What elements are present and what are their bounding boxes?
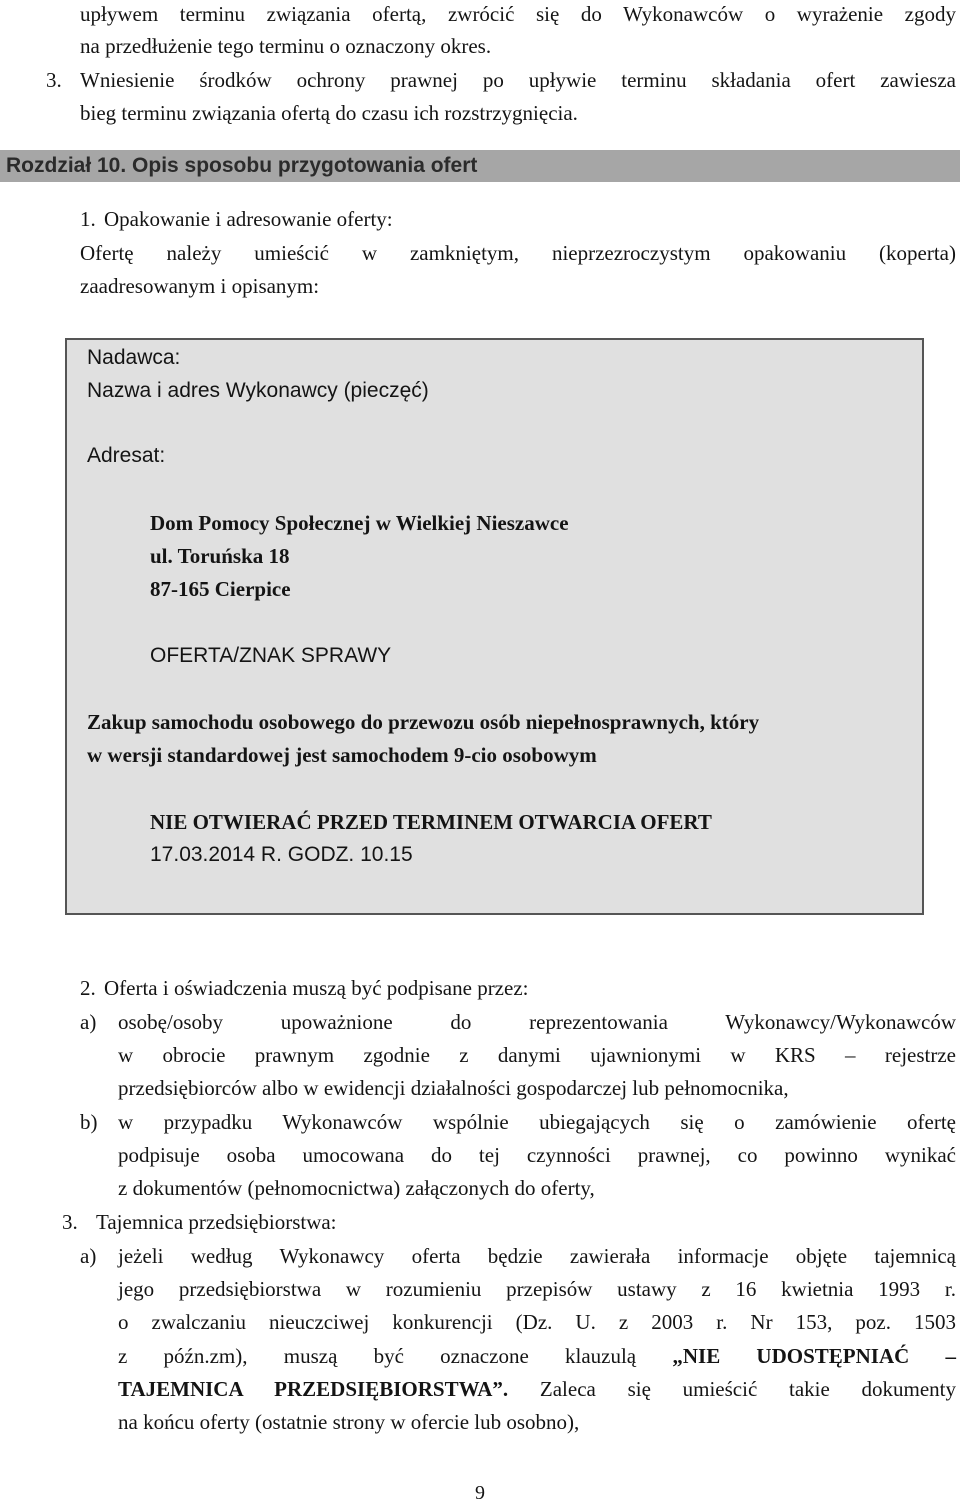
text-run: z późn.zm), muszą być oznaczone klauzulą	[118, 1344, 637, 1368]
do-not-open-warning: NIE OTWIERAĆ PRZED TERMINEM OTWARCIA OFERT	[150, 810, 712, 834]
paragraph-line: zaadresowanym i opisanym:	[80, 274, 320, 298]
section-title: Tajemnica przedsiębiorstwa:	[96, 1210, 337, 1234]
recipient-name: Dom Pomocy Społecznej w Wielkiej Nieszawce	[150, 511, 569, 535]
paragraph-line: podpisuje osoba umocowana do tej czynności prawnej, co powinno wynikać	[118, 1143, 956, 1167]
paragraph-line: w przypadku Wykonawców wspólnie ubiegających się o zamówienie ofertę	[118, 1110, 956, 1134]
recipient-city: 87-165 Cierpice	[150, 577, 291, 601]
paragraph-line	[118, 1375, 956, 1403]
paragraph-line: z dokumentów (pełnomocnictwa) załączonych do oferty,	[118, 1176, 595, 1200]
section-title: Opakowanie i adresowanie oferty:	[104, 207, 393, 231]
paragraph-line: w obrocie prawnym zgodnie z danymi ujawnionymi w KRS – rejestrze	[118, 1043, 956, 1067]
paragraph-line: jego przedsiębiorstwa w rozumieniu przepisów ustawy z 16 kwietnia 1993 r.	[118, 1277, 956, 1301]
opening-date-time: 17.03.2014 R. GODZ. 10.15	[150, 843, 413, 866]
list-letter: b)	[80, 1110, 98, 1134]
offer-case-number: OFERTA/ZNAK SPRAWY	[150, 644, 392, 667]
sender-label: Nadawca:	[87, 346, 181, 369]
subject-line: Zakup samochodu osobowego do przewozu osób niepełnosprawnych, który	[87, 710, 760, 734]
section-title: Oferta i oświadczenia muszą być podpisane przez:	[104, 976, 529, 1000]
chapter-heading-bar	[0, 150, 960, 182]
list-number: 1.	[80, 207, 96, 231]
page-number: 9	[475, 1482, 485, 1504]
text-run: Zaleca się umieścić takie dokumenty	[539, 1377, 957, 1401]
confidentiality-clause: TAJEMNICA PRZEDSIĘBIORSTWA”.	[118, 1377, 509, 1401]
paragraph-line: o zwalczaniu nieuczciwej konkurencji (Dz. U. z 2003 r. Nr 153, poz. 1503	[118, 1310, 956, 1334]
chapter-heading: Rozdział 10. Opis sposobu przygotowania ofert	[6, 154, 478, 177]
list-number: 2.	[80, 976, 96, 1000]
paragraph-line: osobę/osoby upoważnione do reprezentowania Wykonawcy/Wykonawców	[118, 1010, 956, 1034]
envelope-label-box	[65, 338, 924, 915]
confidentiality-clause: „NIE UDOSTĘPNIAĆ –	[672, 1344, 957, 1368]
paragraph-line: przedsiębiorców albo w ewidencji działalności gospodarczej lub pełnomocnika,	[118, 1076, 789, 1100]
list-letter: a)	[80, 1244, 97, 1268]
paragraph-line: jeżeli według Wykonawcy oferta będzie zawierała informacje objęte tajemnicą	[118, 1244, 956, 1268]
sender-value: Nazwa i adres Wykonawcy (pieczęć)	[87, 379, 429, 402]
paragraph-line: Ofertę należy umieścić w zamkniętym, nieprzezroczystym opakowaniu (koperta)	[80, 241, 956, 265]
recipient-label: Adresat:	[87, 444, 166, 467]
paragraph-line	[118, 1342, 956, 1370]
paragraph-line: na końcu oferty (ostatnie strony w ofercie lub osobno),	[118, 1410, 580, 1434]
paragraph-line: na przedłużenie tego terminu o oznaczony okres.	[80, 34, 492, 58]
list-number: 3.	[46, 68, 62, 92]
paragraph-line: bieg terminu związania ofertą do czasu ich rozstrzygnięcia.	[80, 101, 578, 125]
paragraph-line: Wniesienie środków ochrony prawnej po upływie terminu składania ofert zawiesza	[80, 68, 956, 92]
list-letter: a)	[80, 1010, 97, 1034]
paragraph-line: upływem terminu związania ofertą, zwrócić się do Wykonawców o wyrażenie zgody	[80, 2, 956, 26]
subject-line: w wersji standardowej jest samochodem 9-cio osobowym	[87, 743, 597, 767]
list-number: 3.	[62, 1210, 78, 1234]
recipient-street: ul. Toruńska 18	[150, 544, 290, 568]
